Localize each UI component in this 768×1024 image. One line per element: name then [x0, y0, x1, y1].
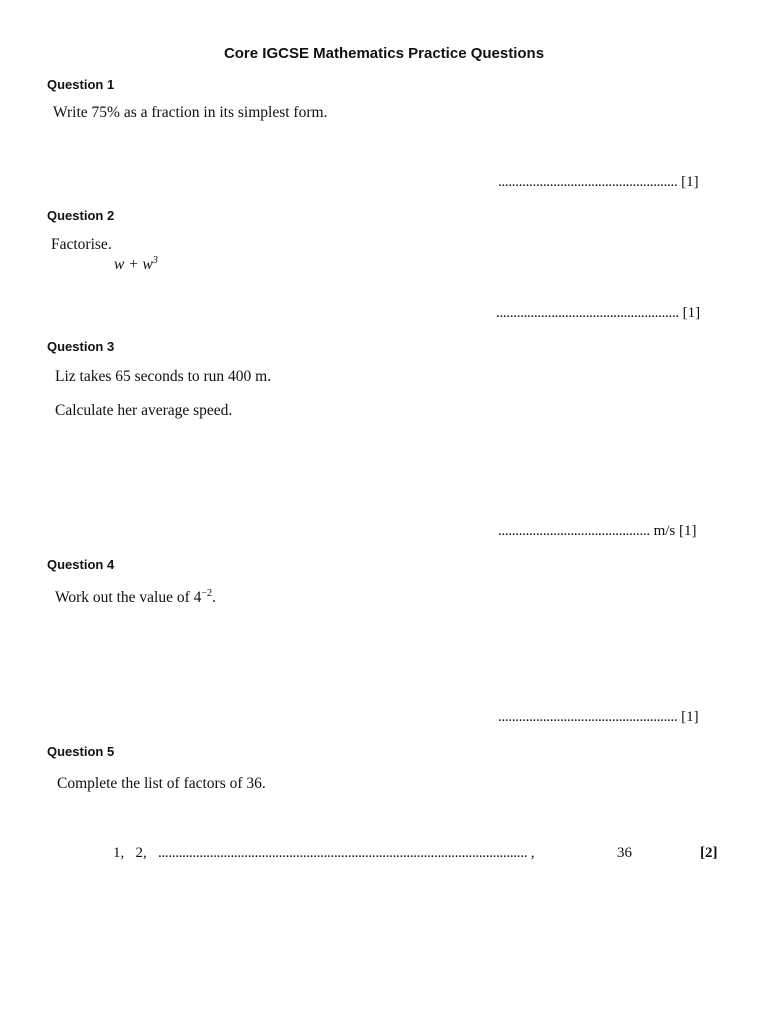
question-2-text: Factorise.: [51, 236, 112, 253]
page-title: Core IGCSE Mathematics Practice Questions: [223, 45, 545, 62]
question-3-answer-line: [498, 523, 697, 540]
marks-label: [1]: [681, 174, 699, 190]
factor-list-start: 1, 2,: [113, 845, 147, 861]
question-2-expression: [114, 256, 158, 274]
question-3-instruction: Calculate her average speed.: [55, 402, 233, 419]
question-4-text-before: Work out the value of 4: [55, 589, 202, 606]
question-1-answer-line: [498, 174, 699, 191]
unit-label: m/s: [653, 523, 676, 539]
marks-label: [1]: [682, 305, 701, 321]
marks-label: [1]: [681, 709, 699, 725]
answer-dots: ....................................................: [498, 174, 678, 190]
question-2-heading: Question 2: [47, 208, 115, 223]
answer-dots: ............................................: [498, 523, 650, 539]
question-4-text-after: .: [212, 589, 216, 606]
expression-exponent: 3: [152, 255, 158, 266]
factor-list-separator: ,: [530, 845, 535, 861]
question-1-heading: Question 1: [47, 77, 115, 92]
question-5-text: Complete the list of factors of 36.: [57, 775, 266, 792]
marks-label: [1]: [679, 523, 697, 539]
answer-dots: ...........................................................................................................: [158, 845, 528, 861]
answer-dots: ....................................................: [498, 709, 678, 725]
expression-base: w + w: [114, 256, 153, 273]
question-4-heading: Question 4: [47, 557, 115, 572]
question-4-text: [55, 589, 216, 607]
question-5-answer-line: [113, 845, 147, 862]
question-3-text: Liz takes 65 seconds to run 400 m.: [55, 368, 272, 385]
question-3-heading: Question 3: [47, 339, 115, 354]
question-4-exponent: −2: [201, 588, 213, 599]
answer-dots: .....................................................: [496, 305, 679, 321]
question-5-answer-dots: [158, 845, 535, 862]
question-2-answer-line: [496, 305, 700, 322]
factor-list-end: 36: [617, 845, 632, 861]
question-5-marks-label: [2]: [700, 845, 718, 861]
question-5-heading: Question 5: [47, 744, 115, 759]
question-1-text: Write 75% as a fraction in its simplest form.: [53, 104, 328, 121]
question-4-answer-line: [498, 709, 699, 726]
